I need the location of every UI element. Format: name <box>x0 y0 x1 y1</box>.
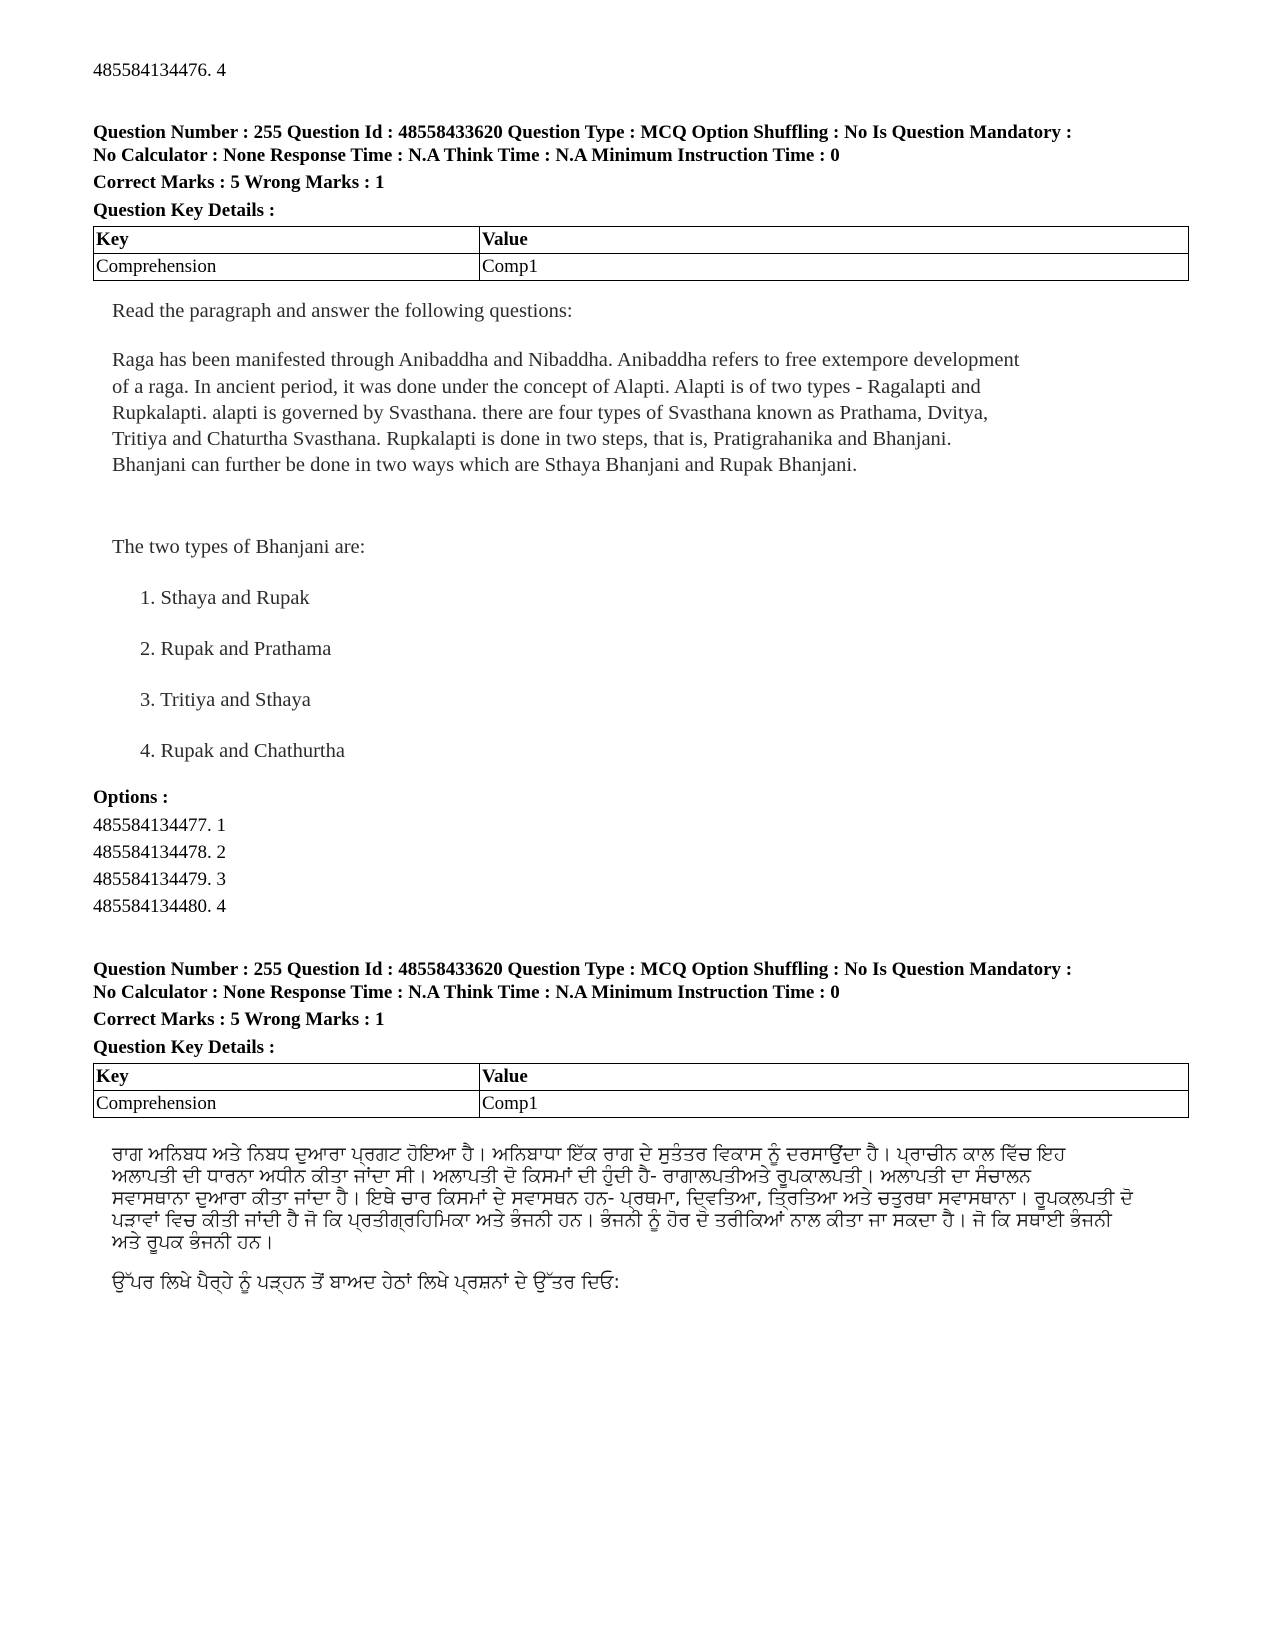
q2-key-details-label: Question Key Details : <box>93 1037 276 1058</box>
punjabi-passage-line: ਪੜਾਵਾਂ ਵਿਚ ਕੀਤੀ ਜਾਂਦੀ ਹੈ ਜੋ ਕਿ ਪ੍ਰਤੀਗ੍ਰਹਿਮਿਕਾ ਅਤੇ ਭੰਜਨੀ ਹਨ। ਭੰਜਨੀ ਨੂੰ ਹੋਰ ਦੋ ਤਰੀਕਿਆਂ ਨਾਲ ਕੀਤਾ ਜਾ ਸਕਦਾ ਹੈ। ਜੋ ਕਿ ਸਥਾਈ ਭੰਜਨੀ <box>112 1209 1112 1231</box>
q2-key-table <box>93 1063 1189 1118</box>
table-row <box>94 1091 1189 1118</box>
key-header-cell: Key <box>94 1064 480 1091</box>
value-cell: Comp1 <box>480 254 1189 281</box>
passage-line: of a raga. In ancient period, it was done under the concept of Alapti. Alapti is of two types - Ragalapti and <box>112 376 981 398</box>
key-header-cell: Key <box>94 227 480 254</box>
option-line: 485584134478. 2 <box>93 842 226 863</box>
key-cell: Comprehension <box>94 1091 480 1118</box>
value-cell: Comp1 <box>480 1091 1189 1118</box>
passage-line: Bhanjani can further be done in two ways which are Sthaya Bhanjani and Rupak Bhanjani. <box>112 454 858 476</box>
previous-option-line: 485584134476. 4 <box>93 60 226 81</box>
choice-item: 3. Tritiya and Sthaya <box>140 689 311 711</box>
punjabi-passage-line: ਸਵਾਸਥਾਨਾ ਦੁਆਰਾ ਕੀਤਾ ਜਾਂਦਾ ਹੈ। ਇਥੇ ਚਾਰ ਕਿਸਮਾਂ ਦੇ ਸਵਾਸਥਨ ਹਨ- ਪ੍ਰਥਮਾ, ਦ੍ਵਿਤਿਆ, ਤ੍ਰਿਤਿਆ ਅਤੇ ਚਤੁਰਥਾ ਸਵਾਸਥਾਨਾ। ਰੂਪਕਲਪਤੀ ਦੋ <box>112 1187 1134 1209</box>
q1-options-label: Options : <box>93 787 169 808</box>
choice-item: 4. Rupak and Chathurtha <box>140 740 345 762</box>
q2-header-line1: Question Number : 255 Question Id : 48558433620 Question Type : MCQ Option Shuffling : No Is Question Mandatory : <box>93 959 1073 980</box>
q2-marks: Correct Marks : 5 Wrong Marks : 1 <box>93 1009 385 1030</box>
option-line: 485584134479. 3 <box>93 869 226 890</box>
option-line: 485584134477. 1 <box>93 815 226 836</box>
q1-header-line2: No Calculator : None Response Time : N.A Think Time : N.A Minimum Instruction Time : 0 <box>93 145 840 166</box>
q1-key-table <box>93 226 1189 281</box>
q2-header-line2: No Calculator : None Response Time : N.A Think Time : N.A Minimum Instruction Time : 0 <box>93 982 840 1003</box>
table-row <box>94 227 1189 254</box>
option-line: 485584134480. 4 <box>93 896 226 917</box>
key-cell: Comprehension <box>94 254 480 281</box>
choice-item: 2. Rupak and Prathama <box>140 638 332 660</box>
question-text: The two types of Bhanjani are: <box>112 536 366 558</box>
value-header-cell: Value <box>480 1064 1189 1091</box>
q1-header-line1: Question Number : 255 Question Id : 48558433620 Question Type : MCQ Option Shuffling : No Is Question Mandatory : <box>93 122 1073 143</box>
passage-line: Raga has been manifested through Anibaddha and Nibaddha. Anibaddha refers to free extempore development <box>112 349 1020 371</box>
punjabi-passage-line: ਅਤੇ ਰੂਪਕ ਭੰਜਨੀ ਹਨ। <box>112 1231 274 1253</box>
choice-item: 1. Sthaya and Rupak <box>140 587 310 609</box>
punjabi-passage-line: ਅਲਾਪਤੀ ਦੀ ਧਾਰਨਾ ਅਧੀਨ ਕੀਤਾ ਜਾਂਦਾ ਸੀ। ਅਲਾਪਤੀ ਦੋ ਕਿਸਮਾਂ ਦੀ ਹੁੰਦੀ ਹੈ- ਰਾਗਾਲਪਤੀਅਤੇ ਰੂਪਕਾਲਪਤੀ। ਅਲਾਪਤੀ ਦਾ ਸੰਚਾਲਨ <box>112 1165 1032 1187</box>
value-header-cell: Value <box>480 227 1189 254</box>
q1-key-details-label: Question Key Details : <box>93 200 276 221</box>
q1-marks: Correct Marks : 5 Wrong Marks : 1 <box>93 172 385 193</box>
table-row <box>94 1064 1189 1091</box>
passage-line: Tritiya and Chaturtha Svasthana. Rupkalapti is done in two steps, that is, Pratigrahanika and Bhanjani. <box>112 428 952 450</box>
passage-line: Rupkalapti. alapti is governed by Svasthana. there are four types of Svasthana known as Prathama, Dvitya, <box>112 402 989 424</box>
punjabi-passage-line: ਰਾਗ ਅਨਿਬਧ ਅਤੇ ਨਿਬਧ ਦੁਆਰਾ ਪ੍ਰਗਟ ਹੋਇਆ ਹੈ। ਅਨਿਬਾਧਾ ਇੱਕ ਰਾਗ ਦੇ ਸੁਤੰਤਰ ਵਿਕਾਸ ਨੂੰ ਦਰਸਾਉਂਦਾ ਹੈ। ਪ੍ਰਾਚੀਨ ਕਾਲ ਵਿੱਚ ਇਹ <box>112 1143 1066 1165</box>
table-row <box>94 254 1189 281</box>
instruction-text: Read the paragraph and answer the following questions: <box>112 300 573 322</box>
punjabi-instruction: ਉੱਪਰ ਲਿਖੇ ਪੈਰ੍ਹੇ ਨੂੰ ਪੜ੍ਹਨ ਤੋਂ ਬਾਅਦ ਹੇਠਾਂ ਲਿਖੇ ਪ੍ਰਸ਼ਨਾਂ ਦੇ ਉੱਤਰ ਦਿਓ: <box>112 1271 620 1293</box>
